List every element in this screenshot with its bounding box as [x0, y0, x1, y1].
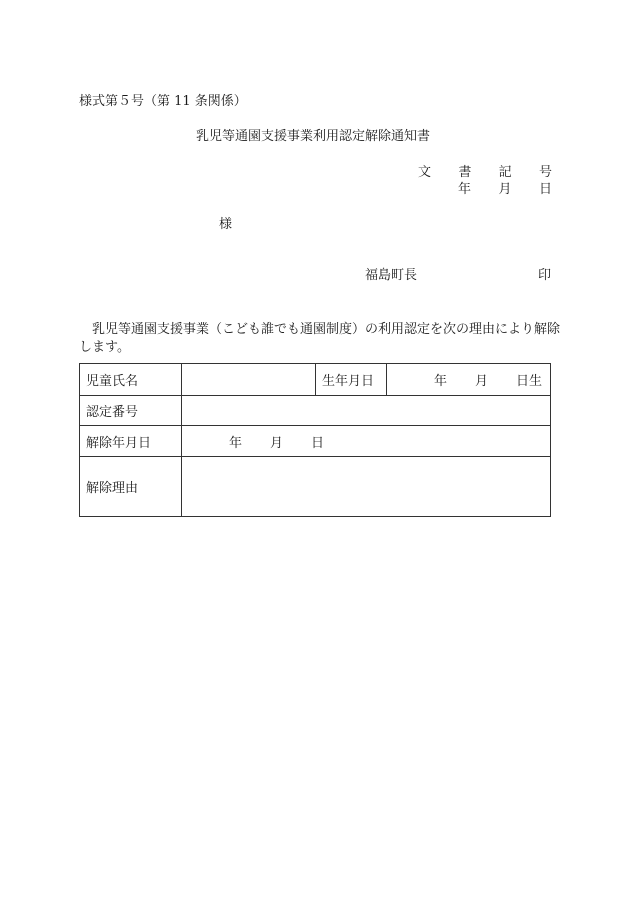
form-number: 様式第５号（第 11 条関係） — [79, 94, 247, 109]
reason-label: 解除理由 — [80, 457, 182, 517]
birthdate-field[interactable] — [387, 364, 551, 396]
seal-mark: 印 — [538, 268, 552, 283]
cancel-date-field[interactable] — [182, 426, 551, 457]
table-row-child — [80, 364, 551, 396]
cancel-year: 年 — [229, 435, 243, 451]
child-name-field[interactable] — [182, 364, 316, 396]
docdate-year: 年 — [458, 182, 472, 197]
cancel-month: 月 — [270, 435, 284, 451]
document-title: 乳児等通園支援事業利用認定解除通知書 — [196, 129, 431, 144]
reason-field[interactable] — [182, 457, 551, 517]
cert-number-field[interactable] — [182, 396, 551, 426]
birth-month: 月 — [474, 374, 488, 389]
document-number-block — [418, 165, 552, 199]
docdate-day: 日 — [538, 182, 552, 197]
table-row-reason — [80, 457, 551, 517]
recipient-honorific: 様 — [219, 217, 233, 232]
notice-table — [79, 363, 551, 517]
birth-day-suffix: 日生 — [515, 374, 542, 389]
document-number-row — [418, 165, 552, 182]
birthdate-label: 生年月日 — [316, 364, 387, 396]
issuer-name: 福島町長 — [365, 268, 418, 283]
child-name-label: 児童氏名 — [80, 364, 182, 396]
cert-number-label: 認定番号 — [80, 396, 182, 426]
birth-year: 年 — [433, 374, 447, 389]
table-row-cancel-date — [80, 426, 551, 457]
docnum-char: 号 — [538, 165, 552, 180]
docnum-char: 文 — [418, 165, 432, 180]
document-date-row — [458, 182, 552, 199]
cancel-date-label: 解除年月日 — [80, 426, 182, 457]
docnum-char: 書 — [458, 165, 472, 180]
docnum-char: 記 — [498, 165, 512, 180]
body-text: 乳児等通園支援事業（こども誰でも通園制度）の利用認定を次の理由により解除します。 — [79, 322, 561, 355]
docdate-month: 月 — [498, 182, 512, 197]
table-row-cert — [80, 396, 551, 426]
cancel-day: 日 — [311, 435, 325, 451]
